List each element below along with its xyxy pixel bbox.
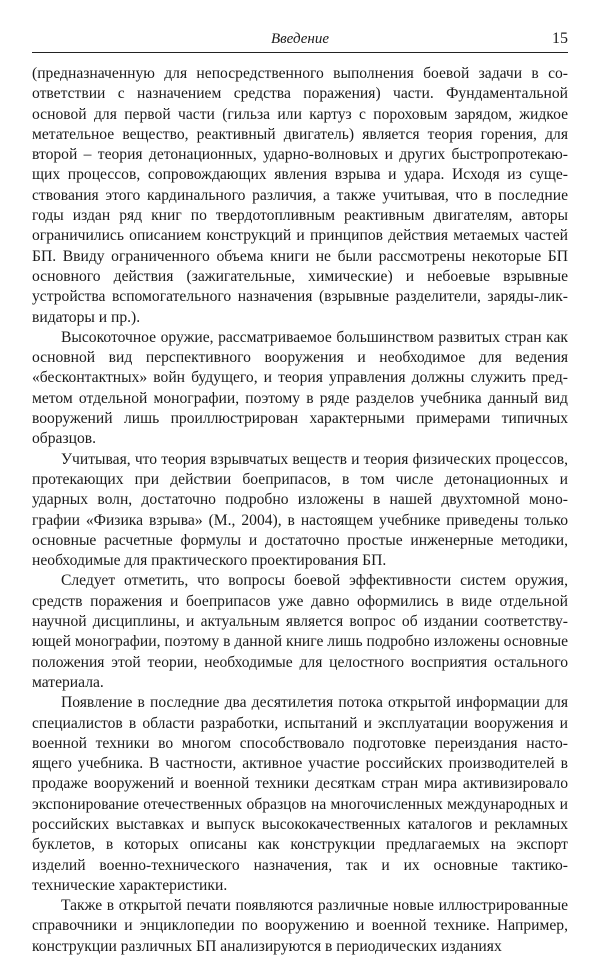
chapter-title: Введение — [271, 31, 329, 47]
paragraph-3: Учитывая, что теория взрывчатых веществ и теория физических процессов, протекающих при действии боеприпасов, в том числе детонационных и ударных волн, достаточно подробно изложены в нашей двухтомной монографии «Физика взрыва» (М., 2004), в настоящем учебнике приведены только основные расчетные формулы и достаточно простые инженерные методики, необходимые для практического проектирования БП. — [32, 450, 568, 570]
paragraph-1: (предназначенную для непосредственного выполнения боевой задачи в соответствии с назначением средства поражения) части. Фундаментальной основой для первой части (гильза или картуз с пороховым зарядом, жидкое метательное вещество, реактивный двигатель) является теория горения, для второй – теория детонационных, ударно-волновых и других быстропротекающих процессов, сопровождающих явления взрыва и удара. Исходя из существования этого кардинального различия, а также учитывая, что в последние годы издан ряд книг по твердотопливным реактивным двигателям, авторы ограничились описанием конструкций и принципов действия метаемых частей БП. Ввиду ограниченного объема книги не были рассмотрены некоторые БП основного действия (зажигательные, химические) и небоевые взрывные устройства вспомогательного назначения (взрывные разделители, заряды-ликвидаторы и пр.). — [32, 65, 568, 326]
paragraph-6: Также в открытой печати появляются различные новые иллюстрированные справочники и энциклопедии по вооружению и военной технике. Например, конструкции различных БП анализируются в периодических изданиях — [32, 897, 568, 955]
body-text — [32, 64, 568, 957]
running-header — [32, 28, 568, 53]
paragraph-5: Появление в последние два десятилетия потока открытой информации для специалистов в области разработки, испытаний и эксплуатации вооружения и военной техники во многом способствовало подготовке переиздания настоящего учебника. В частности, активное участие российских производителей в продаже вооружений и военной техники десяткам стран мира активизировало экспонирование отечественных образцов на многочисленных международных и российских выставках и выпуск высококачественных каталогов и рекламных буклетов, в которых описаны как конструкции предлагаемых на экспорт изделий военно-технического назначения, так и их основные тактико-технические характеристики. — [32, 694, 568, 894]
paragraph-2: Высокоточное оружие, рассматриваемое большинством развитых стран как основной вид перспективного вооружения и необходимое для ведения «бесконтактных» войн будущего, и теория управления должны служить предметом отдельной монографии, поэтому в ряде разделов учебника данный вид вооружений лишь проиллюстрирован характерными примерами типичных образцов. — [32, 328, 568, 448]
page-number: 15 — [552, 30, 568, 47]
paragraph-4: Следует отметить, что вопросы боевой эффективности систем оружия, средств поражения и боеприпасов уже давно оформились в виде отдельной научной дисциплины, и актуальным является вопрос об издании соответствующей монографии, поэтому в данной книге лишь подробно изложены основные положения этой теории, необходимые для целостного восприятия остального материала. — [32, 572, 568, 691]
